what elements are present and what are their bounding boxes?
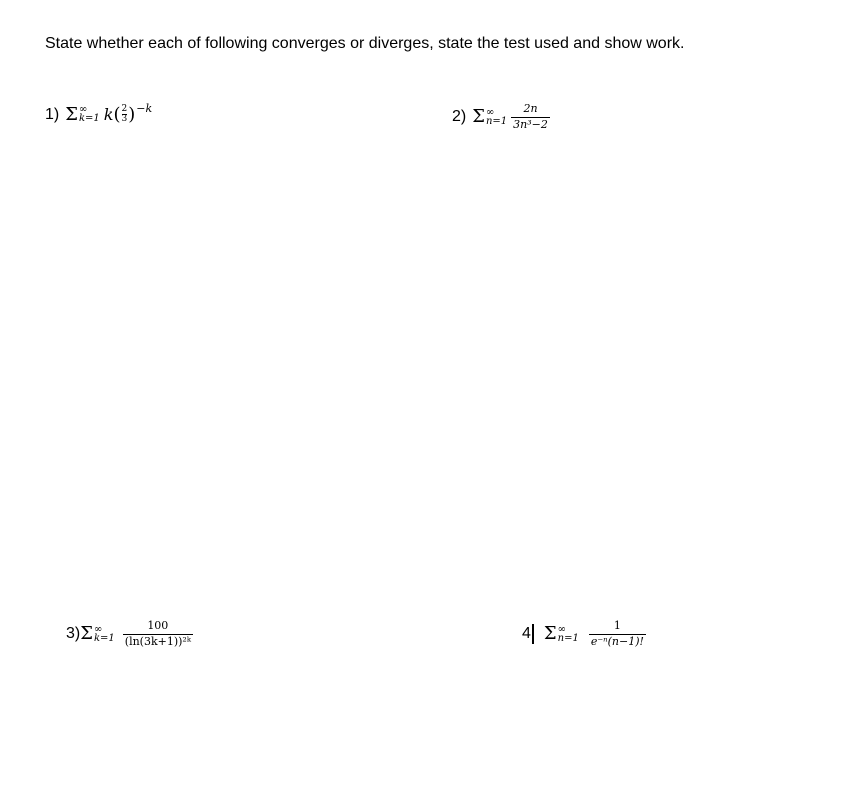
- problem-2: [452, 103, 550, 131]
- inner-numerator: 2: [121, 104, 128, 114]
- summand-fraction: [123, 620, 193, 648]
- fraction-numerator: 2n: [523, 102, 538, 115]
- problem-3: [66, 620, 193, 648]
- problem-3-label: 3): [66, 625, 81, 643]
- summation-limits: [94, 625, 115, 644]
- base-fraction: [113, 104, 135, 125]
- problem-4: [522, 620, 646, 648]
- fraction-numerator: 100: [147, 619, 169, 632]
- exponent: −k: [136, 102, 153, 115]
- lower-limit: k=1: [93, 632, 115, 644]
- lower-limit: n=1: [557, 632, 579, 644]
- problem-2-summation: [472, 108, 511, 127]
- upper-limit: ∞: [557, 623, 566, 635]
- inner-denominator: 3: [121, 114, 128, 124]
- sigma-symbol: Σ: [65, 103, 78, 125]
- instructions-text: State whether each of following converges or diverges, state the test used and show work.: [45, 35, 685, 52]
- problem-2-label: 2): [452, 108, 467, 126]
- problem-1-label: 1): [45, 105, 60, 123]
- lower-limit: n=1: [485, 115, 508, 127]
- text-cursor: [532, 624, 534, 644]
- sigma-symbol: Σ: [472, 106, 485, 128]
- lower-limit: k=1: [78, 113, 100, 124]
- inner-fraction: [122, 105, 128, 124]
- summand-fraction: [589, 620, 646, 648]
- upper-limit: ∞: [485, 106, 495, 118]
- summand-fraction: [511, 103, 550, 131]
- fraction-denominator: e⁻ⁿ(n−1)!: [590, 634, 644, 648]
- sigma-symbol: Σ: [543, 623, 557, 645]
- problem-3-summation: [80, 625, 119, 644]
- summation-limits: [558, 625, 579, 644]
- fraction-denominator: 3n³−2: [513, 117, 548, 131]
- sigma-symbol: Σ: [80, 623, 93, 645]
- summation-limits: [79, 105, 100, 124]
- problem-4-label: 4: [522, 625, 531, 643]
- summation-limits: [486, 108, 507, 127]
- close-paren: ): [128, 104, 136, 125]
- open-paren: (: [113, 104, 121, 125]
- problem-1-summation: [65, 105, 104, 124]
- fraction-numerator: 1: [613, 619, 621, 632]
- problem-1: [45, 104, 152, 125]
- summand-coefficient: k: [103, 105, 114, 124]
- problem-4-summation: [544, 625, 583, 644]
- fraction-denominator: (ln(3k+1))²ᵏ: [124, 634, 191, 648]
- upper-limit: ∞: [93, 623, 103, 635]
- upper-limit: ∞: [78, 104, 88, 115]
